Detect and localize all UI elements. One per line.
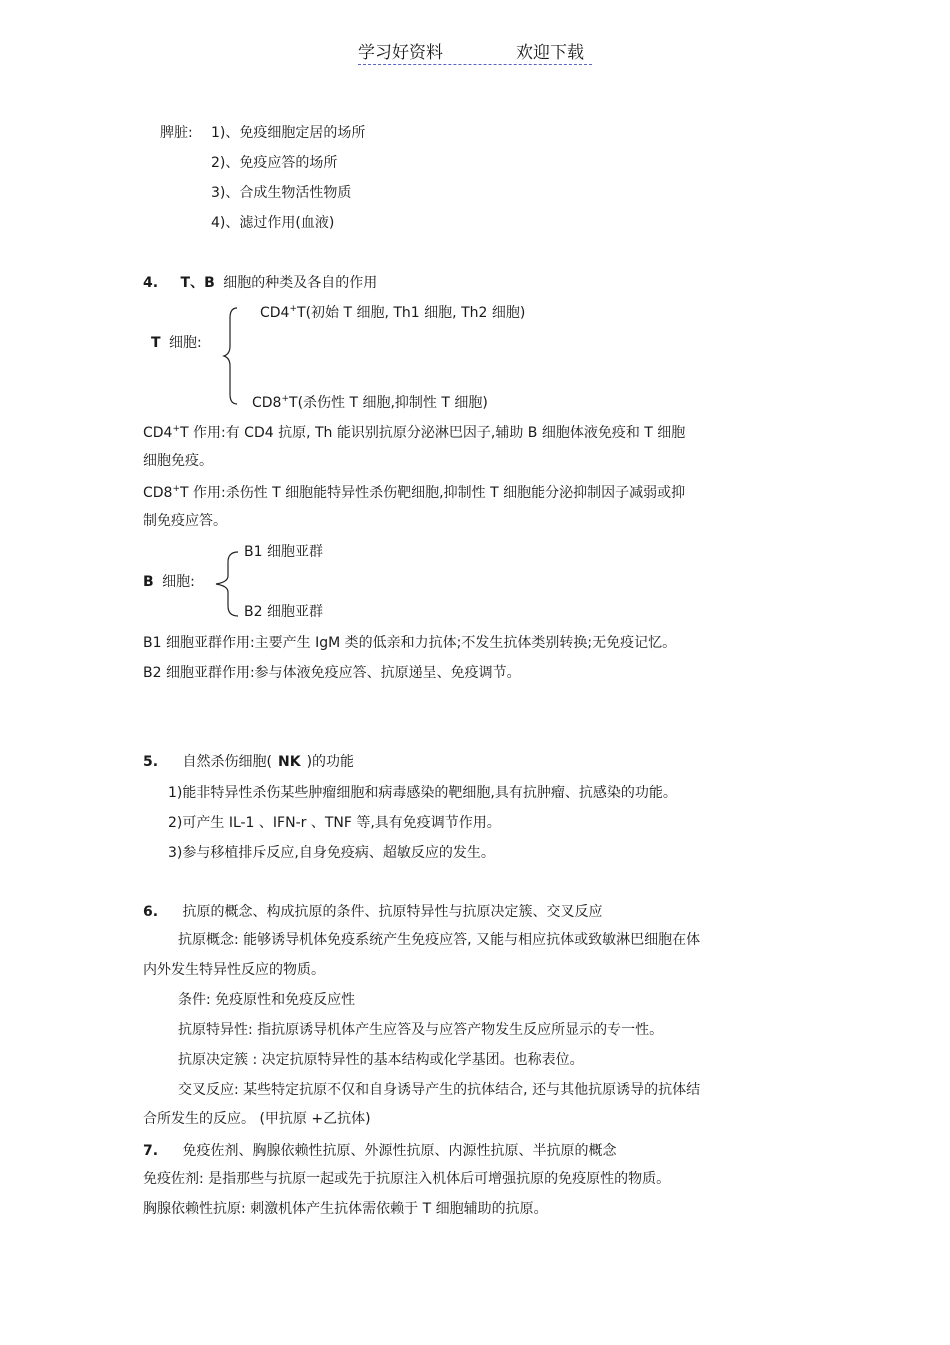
t-cell-label	[151, 334, 202, 352]
b-cell-label	[143, 573, 195, 591]
spleen-label: 脾脏:	[160, 125, 193, 141]
nk-function-1: 1)能非特异性杀伤某些肿瘤细胞和病毒感染的靶细胞,具有抗肿瘤、抗感染的功能。	[168, 785, 677, 801]
spleen-item-1: 1)、免疫细胞定居的场所	[211, 125, 366, 141]
cd8-role	[143, 484, 685, 502]
antigen-concept: 抗原概念: 能够诱导机体免疫系统产生免疫应答, 又能与相应抗体或致敏淋巴细胞在体	[178, 932, 701, 948]
cd8-subtypes	[252, 394, 488, 412]
cd4-subtypes-text: T(初始 T 细胞, Th1 细胞, Th2 细胞)	[297, 305, 526, 321]
header-left-text: 学习好资料	[358, 43, 443, 63]
plus-superscript: +	[289, 304, 298, 314]
t-cell-label-t: T	[151, 335, 161, 351]
immune-adjuvant-definition: 免疫佐剂: 是指那些与抗原一起或先于抗原注入机体后可增强抗原的免疫原性的物质。	[143, 1171, 671, 1187]
section-6-heading	[143, 903, 603, 921]
nk-function-3: 3)参与移植排斥反应,自身免疫病、超敏反应的发生。	[168, 845, 495, 861]
header-dashed-rule	[358, 64, 592, 65]
cd4-role-continuation: 细胞免疫。	[143, 453, 213, 469]
cd4-role-prefix: CD4	[143, 425, 173, 441]
b2-subset: B2 细胞亚群	[244, 604, 323, 620]
nk-function-2: 2)可产生 IL-1 、IFN-r 、TNF 等,具有免疫调节作用。	[168, 815, 501, 831]
section-5-title-nk: NK	[277, 754, 301, 770]
section-4-title-tb: T、B	[180, 275, 215, 291]
antigen-concept-continuation: 内外发生特异性反应的物质。	[143, 962, 325, 978]
b2-role: B2 细胞亚群作用:参与体液免疫应答、抗原递呈、免疫调节。	[143, 665, 521, 681]
section-4-number: 4.	[143, 275, 159, 291]
b1-subset: B1 细胞亚群	[244, 544, 323, 560]
cd4-role	[143, 424, 685, 442]
section-4-title: 细胞的种类及各自的作用	[223, 275, 378, 291]
b-cell-label-b: B	[143, 574, 154, 590]
section-5-number: 5.	[143, 754, 159, 770]
cd4-text: CD4	[260, 305, 290, 321]
antigen-specificity: 抗原特异性: 指抗原诱导机体产生应答及与应答产物发生反应所显示的专一性。	[178, 1022, 664, 1038]
section-7-title: 免疫佐剂、胸腺依赖性抗原、外源性抗原、内源性抗原、半抗原的概念	[182, 1143, 617, 1159]
cd8-role-text: T 作用:杀伤性 T 细胞能特异性杀伤靶细胞,抑制性 T 细胞能分泌抑制因子减弱或抑	[180, 485, 686, 501]
section-7-heading	[143, 1142, 617, 1160]
cd4-subtypes	[260, 304, 525, 322]
cd4-role-text: T 作用:有 CD4 抗原, Th 能识别抗原分泌淋巴因子,辅助 B 细胞体液免疫和 T 细胞	[180, 425, 686, 441]
antigen-condition: 条件: 免疫原性和免疫反应性	[178, 992, 356, 1008]
cross-reaction-continuation: 合所发生的反应。 (甲抗原 +乙抗体)	[143, 1111, 371, 1127]
b1-role: B1 细胞亚群作用:主要产生 IgM 类的低亲和力抗体;不发生抗体类别转换;无免疫记忆。	[143, 635, 677, 651]
cd8-subtypes-text: T(杀伤性 T 细胞,抑制性 T 细胞)	[289, 395, 488, 411]
b-cell-label-text: 细胞:	[162, 574, 195, 590]
td-antigen-definition: 胸腺依赖性抗原: 刺激机体产生抗体需依赖于 T 细胞辅助的抗原。	[143, 1201, 548, 1217]
section-4-heading	[143, 274, 377, 292]
section-7-number: 7.	[143, 1143, 159, 1159]
spleen-item-4: 4)、滤过作用(血液)	[211, 215, 335, 231]
cd8-text: CD8	[252, 395, 282, 411]
cd8-role-prefix: CD8	[143, 485, 173, 501]
antigen-determinant: 抗原决定簇 : 决定抗原特异性的基本结构或化学基团。也称表位。	[178, 1052, 584, 1068]
b-cell-brace	[212, 550, 240, 618]
plus-superscript: +	[281, 394, 290, 404]
section-6-title: 抗原的概念、构成抗原的条件、抗原特异性与抗原决定簇、交叉反应	[182, 904, 603, 920]
t-cell-brace	[222, 306, 242, 406]
plus-superscript: +	[172, 484, 181, 494]
cd8-role-continuation: 制免疫应答。	[143, 513, 227, 529]
section-5-title-pre: 自然杀伤细胞(	[182, 754, 272, 770]
t-cell-label-text: 细胞:	[169, 335, 202, 351]
spleen-item-2: 2)、免疫应答的场所	[211, 155, 338, 171]
header-right-text: 欢迎下载	[516, 43, 584, 63]
spleen-item-3: 3)、合成生物活性物质	[211, 185, 352, 201]
section-5-heading	[143, 753, 354, 771]
plus-superscript: +	[172, 424, 181, 434]
section-5-title-post: )的功能	[306, 754, 355, 770]
section-6-number: 6.	[143, 904, 159, 920]
cross-reaction: 交叉反应: 某些特定抗原不仅和自身诱导产生的抗体结合, 还与其他抗原诱导的抗体结	[178, 1082, 701, 1098]
